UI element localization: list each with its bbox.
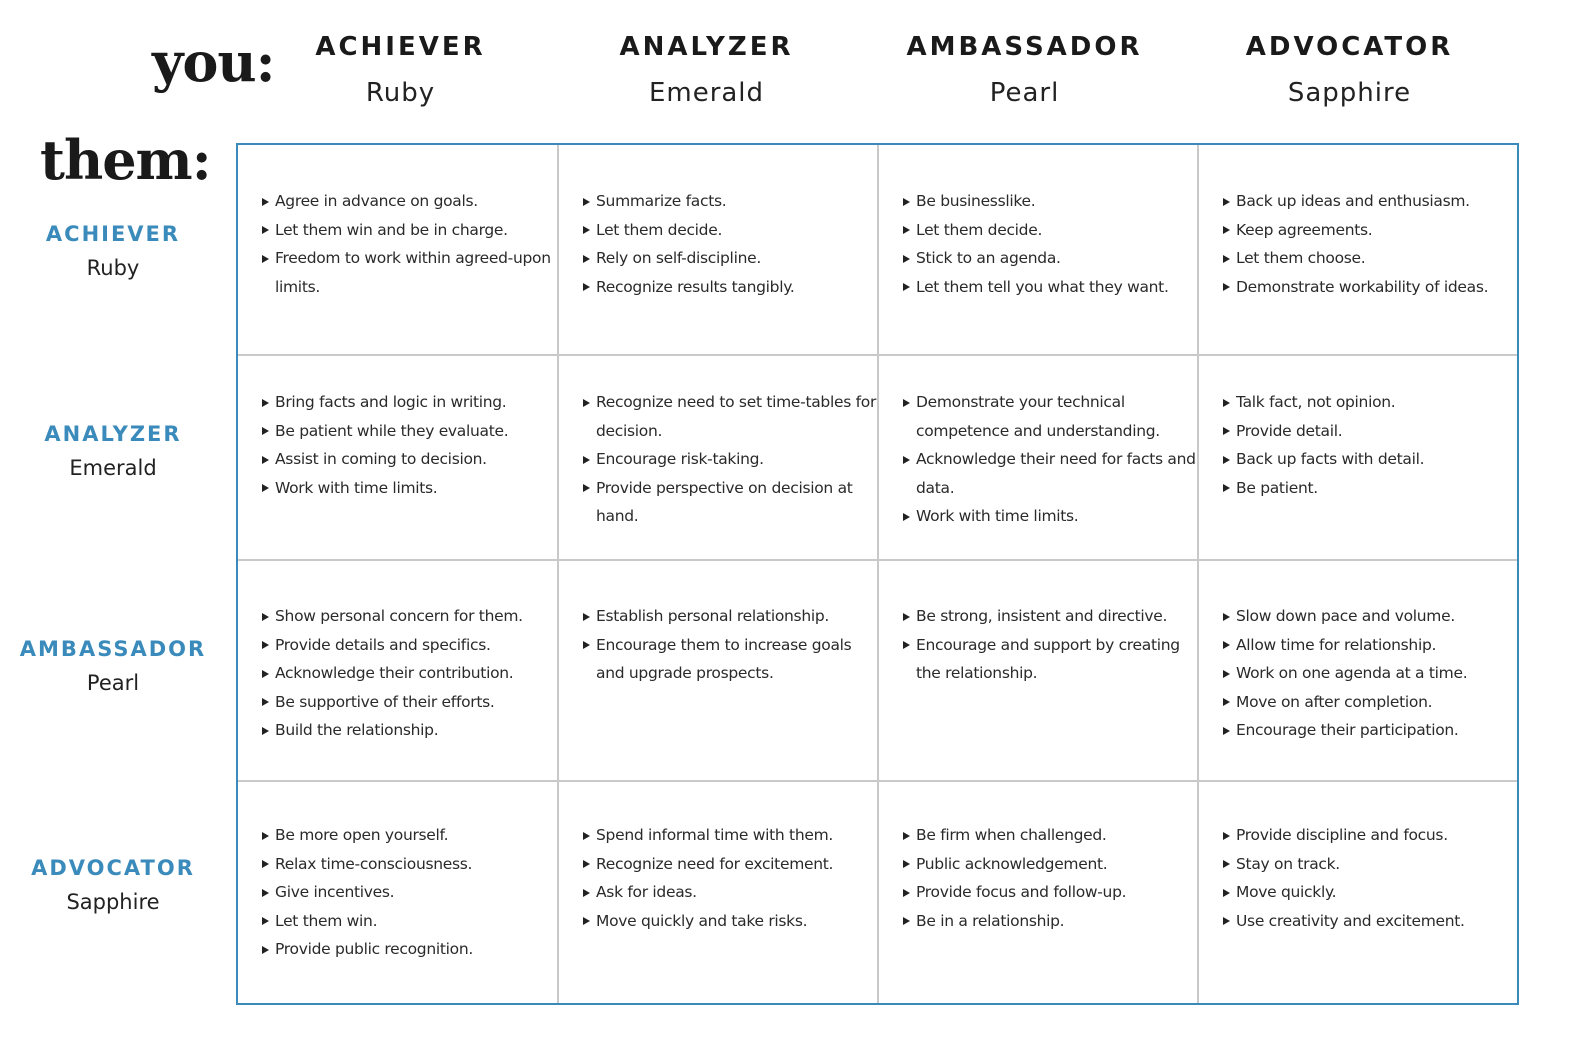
grid-cell xyxy=(879,187,1197,301)
tip-item: Recognize need to set time-tables for decision. xyxy=(583,388,877,445)
tip-item: Be in a relationship. xyxy=(903,907,1197,936)
tip-item: Be supportive of their efforts. xyxy=(262,688,557,717)
tip-item: Provide focus and follow-up. xyxy=(903,878,1197,907)
row-subtitle: Pearl xyxy=(86,671,140,695)
column-subtitle: Pearl xyxy=(989,78,1060,108)
tip-item: Be strong, insistent and directive. xyxy=(903,602,1197,631)
tip-item: Move on after completion. xyxy=(1223,688,1519,717)
tips-list xyxy=(1223,187,1519,301)
tips-list xyxy=(262,388,557,502)
tip-item: Let them win and be in charge. xyxy=(262,216,557,245)
column-subtitle: Sapphire xyxy=(1287,78,1412,108)
column-title: ACHIEVER xyxy=(315,32,486,62)
tip-item: Establish personal relationship. xyxy=(583,602,877,631)
tip-item: Relax time-consciousness. xyxy=(262,850,557,879)
grid-cell xyxy=(238,602,557,745)
tip-item: Be businesslike. xyxy=(903,187,1197,216)
tip-item: Show personal concern for them. xyxy=(262,602,557,631)
tip-item: Encourage their participation. xyxy=(1223,716,1519,745)
tip-item: Slow down pace and volume. xyxy=(1223,602,1519,631)
tip-item: Be patient while they evaluate. xyxy=(262,417,557,446)
column-header-analyzer xyxy=(546,32,867,108)
grid-divider xyxy=(238,559,1517,561)
grid-cell xyxy=(879,388,1197,531)
column-subtitle: Emerald xyxy=(648,78,765,108)
column-subtitle: Ruby xyxy=(365,78,436,108)
tip-item: Provide details and specifics. xyxy=(262,631,557,660)
tip-item: Back up facts with detail. xyxy=(1223,445,1519,474)
grid-divider xyxy=(238,354,1517,356)
row-header-analyzer xyxy=(0,422,226,480)
tip-item: Demonstrate your technical competence and understanding. xyxy=(903,388,1197,445)
grid-cell xyxy=(879,602,1197,688)
tip-item: Freedom to work within agreed-upon limits. xyxy=(262,244,557,301)
tip-item: Stay on track. xyxy=(1223,850,1519,879)
tip-item: Let them tell you what they want. xyxy=(903,273,1197,302)
you-label: you: xyxy=(152,30,275,94)
tip-item: Give incentives. xyxy=(262,878,557,907)
tip-item: Demonstrate workability of ideas. xyxy=(1223,273,1519,302)
column-header-advocator xyxy=(1189,32,1510,108)
grid-cell xyxy=(1199,602,1519,745)
tip-item: Ask for ideas. xyxy=(583,878,877,907)
tip-item: Allow time for relationship. xyxy=(1223,631,1519,660)
tip-item: Provide discipline and focus. xyxy=(1223,821,1519,850)
tip-item: Provide perspective on decision at hand. xyxy=(583,474,877,531)
tip-item: Work with time limits. xyxy=(262,474,557,503)
tip-item: Let them choose. xyxy=(1223,244,1519,273)
tip-item: Keep agreements. xyxy=(1223,216,1519,245)
grid-divider xyxy=(238,780,1517,782)
tip-item: Talk fact, not opinion. xyxy=(1223,388,1519,417)
communication-grid xyxy=(236,143,1519,1005)
row-title: AMBASSADOR xyxy=(19,637,207,661)
grid-cell xyxy=(238,821,557,964)
grid-cell xyxy=(559,388,877,531)
tip-item: Recognize results tangibly. xyxy=(583,273,877,302)
tip-item: Bring facts and logic in writing. xyxy=(262,388,557,417)
tip-item: Work on one agenda at a time. xyxy=(1223,659,1519,688)
grid-cell xyxy=(238,388,557,502)
tip-item: Back up ideas and enthusiasm. xyxy=(1223,187,1519,216)
tip-item: Acknowledge their contribution. xyxy=(262,659,557,688)
tip-item: Work with time limits. xyxy=(903,502,1197,531)
tip-item: Acknowledge their need for facts and data. xyxy=(903,445,1197,502)
tips-list xyxy=(583,821,877,935)
grid-cell xyxy=(238,187,557,301)
row-title: ADVOCATOR xyxy=(31,856,195,880)
grid-cell xyxy=(1199,821,1519,935)
row-header-ambassador xyxy=(0,637,226,695)
tip-item: Agree in advance on goals. xyxy=(262,187,557,216)
tips-list xyxy=(903,821,1197,935)
grid-cell xyxy=(879,821,1197,935)
tip-item: Use creativity and excitement. xyxy=(1223,907,1519,936)
tip-item: Rely on self-discipline. xyxy=(583,244,877,273)
grid-cell xyxy=(559,821,877,935)
tip-item: Move quickly. xyxy=(1223,878,1519,907)
tips-list xyxy=(903,602,1197,688)
grid-cell xyxy=(1199,187,1519,301)
tips-list xyxy=(1223,821,1519,935)
row-header-advocator xyxy=(0,856,226,914)
column-title: AMBASSADOR xyxy=(906,32,1143,62)
tip-item: Let them win. xyxy=(262,907,557,936)
grid-cell xyxy=(559,602,877,688)
tip-item: Be more open yourself. xyxy=(262,821,557,850)
grid-cell xyxy=(1199,388,1519,502)
tips-list xyxy=(903,388,1197,531)
tip-item: Let them decide. xyxy=(903,216,1197,245)
row-subtitle: Sapphire xyxy=(66,890,160,914)
tips-list xyxy=(1223,388,1519,502)
row-subtitle: Ruby xyxy=(86,256,140,280)
tip-item: Be firm when challenged. xyxy=(903,821,1197,850)
tip-item: Public acknowledgement. xyxy=(903,850,1197,879)
row-title: ANALYZER xyxy=(44,422,182,446)
column-header-ambassador xyxy=(864,32,1185,108)
column-title: ADVOCATOR xyxy=(1245,32,1454,62)
tip-item: Assist in coming to decision. xyxy=(262,445,557,474)
tip-item: Recognize need for excitement. xyxy=(583,850,877,879)
tips-list xyxy=(262,821,557,964)
tip-item: Move quickly and take risks. xyxy=(583,907,877,936)
tips-list xyxy=(583,388,877,531)
tip-item: Stick to an agenda. xyxy=(903,244,1197,273)
column-title: ANALYZER xyxy=(619,32,794,62)
tips-list xyxy=(583,187,877,301)
tip-item: Let them decide. xyxy=(583,216,877,245)
tips-list xyxy=(1223,602,1519,745)
tip-item: Spend informal time with them. xyxy=(583,821,877,850)
column-header-achiever xyxy=(240,32,561,108)
row-title: ACHIEVER xyxy=(45,222,181,246)
tip-item: Provide public recognition. xyxy=(262,935,557,964)
tip-item: Encourage them to increase goals and upgrade prospects. xyxy=(583,631,877,688)
tips-list xyxy=(903,187,1197,301)
grid-cell xyxy=(559,187,877,301)
tip-item: Encourage and support by creating the relationship. xyxy=(903,631,1197,688)
tips-list xyxy=(262,187,557,301)
row-subtitle: Emerald xyxy=(69,456,157,480)
tip-item: Provide detail. xyxy=(1223,417,1519,446)
tip-item: Summarize facts. xyxy=(583,187,877,216)
row-header-achiever xyxy=(0,222,226,280)
tips-list xyxy=(583,602,877,688)
them-label: them: xyxy=(40,128,211,192)
tip-item: Build the relationship. xyxy=(262,716,557,745)
tips-list xyxy=(262,602,557,745)
tip-item: Encourage risk-taking. xyxy=(583,445,877,474)
tip-item: Be patient. xyxy=(1223,474,1519,503)
